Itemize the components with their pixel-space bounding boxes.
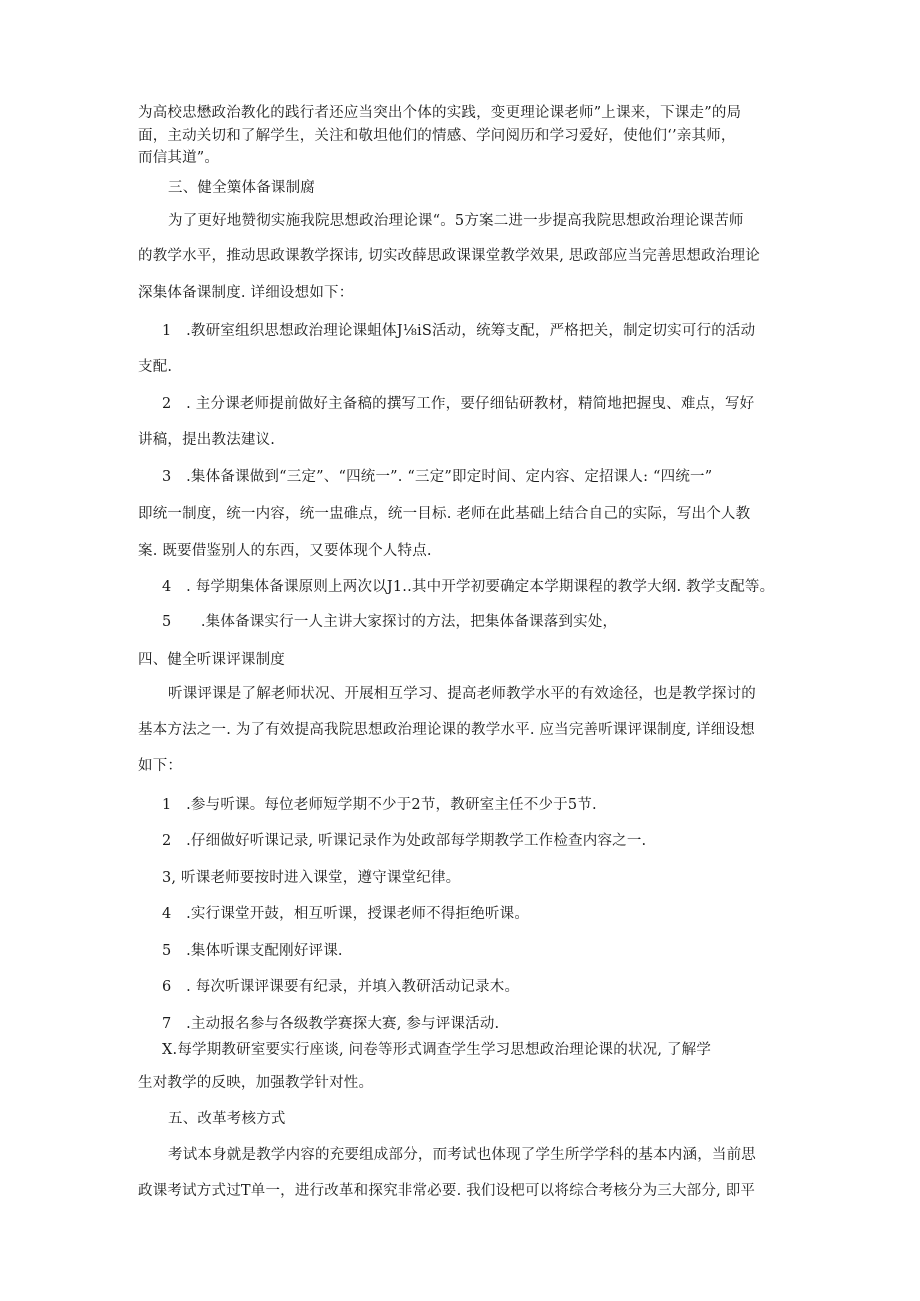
list-item: 1 .教研室组织思想政治理论课蛆体J⅛iS活动，统筹支配，严格把关，制定切实可行的活动 bbox=[162, 323, 756, 339]
paragraph-line: 考试本身就是教学内容的充要组成部分，而考试也体现了学生所学学科的基本内涵，当前思 bbox=[168, 1147, 756, 1163]
section-heading: 四、健全听课评课制度 bbox=[138, 652, 285, 668]
paragraph-line: 支配. bbox=[138, 359, 173, 375]
paragraph-line: 讲稿，提出教法建议. bbox=[138, 432, 276, 448]
paragraph-line: 如下： bbox=[138, 758, 183, 774]
paragraph-line: 政课考试方式过T单一，进行改革和探究非常必要. 我们设杷可以将综合考核分为三大部分, 即平 bbox=[138, 1183, 756, 1199]
list-item: 4 . 每学期集体备课原则上两次以J1..其中开学初要确定本学期课程的教学大纲. 教学支配等。 bbox=[162, 579, 775, 595]
paragraph-line: 听课评课是了解老师状况、开展相互学习、提高老师教学水平的有效途径，也是教学探讨的 bbox=[168, 686, 756, 702]
paragraph-line: 为高校忠懋政治教化的践行者还应当突出个体的实践，变更理论课老师”上课来，下课走”的局 bbox=[138, 105, 742, 121]
list-item: X.每学期教研室要实行座谈, 问卷等形式调查学生学习思想政治理论课的状况, 了解学 bbox=[162, 1042, 712, 1058]
paragraph-line: 的教学水平，推动思政课教学探讳, 切实改薛思政课课堂教学效果, 思政部应当完善思想政治理论 bbox=[138, 248, 760, 264]
list-item: 6 . 每次听课评课要有纪录，并填入教研活动记录木。 bbox=[162, 979, 520, 995]
list-item: 4 .实行课堂开鼓，相互听课，授课老师不得拒绝听课。 bbox=[162, 906, 530, 922]
paragraph-line: 而信其道”。 bbox=[138, 150, 220, 166]
list-item: 2 .仔细做好听课记录, 听课记录作为处政部每学期教学工作检查内容之一. bbox=[162, 833, 647, 849]
list-item: 3, 听课老师要按时进入课堂，遵守课堂纪律。 bbox=[162, 870, 461, 886]
list-item: 3 .集体备课做到“三定”、“四统一”. “三定”即定时间、定内容、定招课人: “四统一” bbox=[162, 469, 713, 485]
list-item: 7 .主动报名参与各级教学赛探大赛, 参与评课活动. bbox=[162, 1016, 500, 1032]
list-item: 5 .集体备课实行一人主讲大家探讨的方法，把集体备课落到实处， bbox=[162, 614, 618, 630]
section-heading: 三、健全篥体备课制腐 bbox=[168, 180, 315, 196]
list-item: 2 . 主分课老师提前做好主备稿的撰写工作，要仔细钻研教材，精简地把握曳、难点，写好 bbox=[162, 396, 755, 412]
list-item: 1 .参与听课。每位老师短学期不少于2节，教研室主任不少于5节. bbox=[162, 797, 597, 813]
paragraph-line: 深集体备课制度. 详细设想如下： bbox=[138, 285, 354, 301]
paragraph-line: 面，主动关切和了解学生，关注和敬坦他们的情感、学问阅历和学习爱好，使他们‘’亲其师， bbox=[138, 128, 736, 144]
paragraph-line: 案. 既要借鉴别人的东西，又要体现个人特点. bbox=[138, 543, 432, 559]
paragraph-line: 生对教学的反映，加强教学针对性。 bbox=[138, 1075, 374, 1091]
paragraph-line: 即统一制度，统一内容，统一盅碓点，统一目标. 老师在此基础上结合自己的实际，写出个人教 bbox=[138, 506, 751, 522]
list-item: 5 .集体听课支配刚好评课. bbox=[162, 943, 343, 959]
paragraph-line: 基本方法之一. 为了有效提高我院思想政治理论课的教学水平. 应当完善听课评课制度, 详细设想 bbox=[138, 722, 755, 738]
paragraph-line: 为了更好地赞彻实施我院思想政治理论课“。5方案二进一步提高我院思想政治理论课苦师 bbox=[168, 213, 744, 229]
section-heading: 五、改革考核方式 bbox=[168, 1111, 286, 1127]
